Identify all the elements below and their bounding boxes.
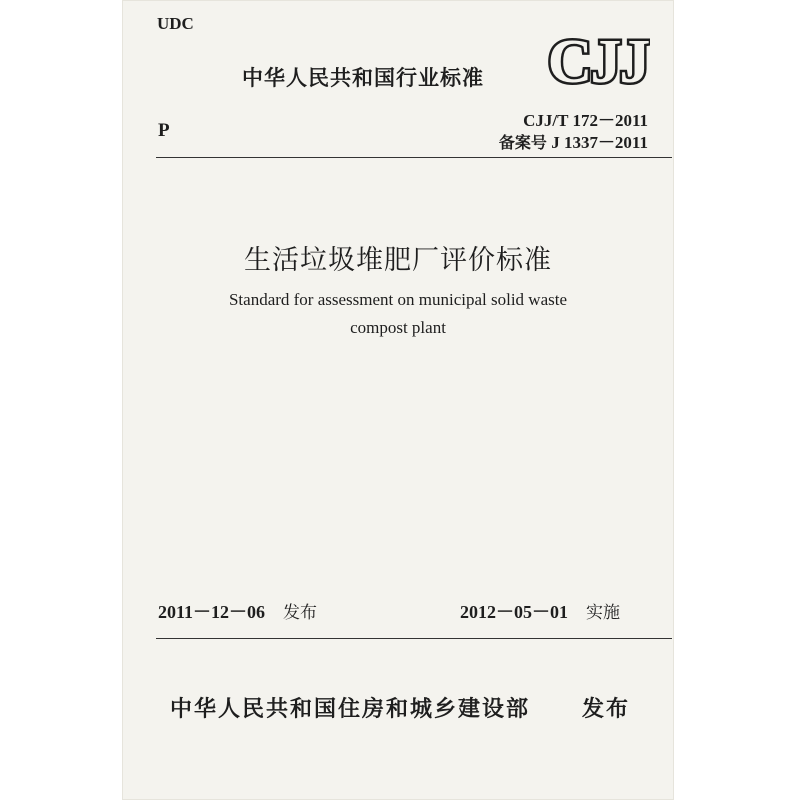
classification-label: P [158,120,170,141]
implement-word: 实施 [586,603,620,623]
publish-word: 发布 [283,603,318,623]
record-number-line [499,128,648,153]
cjj-logo [546,28,650,92]
issue-word: 发布 [582,697,631,722]
title-english [122,286,674,342]
title-english-line-2: compost plant [350,318,446,337]
cjj-logo-text: CJJ [547,28,649,92]
implement-date: 2012－05－01 [460,602,568,622]
standard-cover [122,0,674,800]
industry-standard-heading: 中华人民共和国行业标准 [242,66,484,90]
implement-date-line [460,598,620,624]
publish-date: 2011－12－06 [158,602,266,622]
title-english-line-1: Standard for assessment on municipal solid waste [228,290,568,309]
issuing-ministry: 中华人民共和国住房和城乡建设部 [170,697,531,722]
bottom-divider [156,638,672,639]
title-chinese: 生活垃圾堆肥厂评价标准 [244,245,552,276]
publish-date-line [158,598,317,624]
standard-code: CJJ/T 172－2011 [523,111,648,130]
udc-label: UDC [157,14,194,33]
top-divider [156,157,672,158]
record-number: J 1337－2011 [551,133,648,152]
record-label: 备案号 [498,133,547,152]
